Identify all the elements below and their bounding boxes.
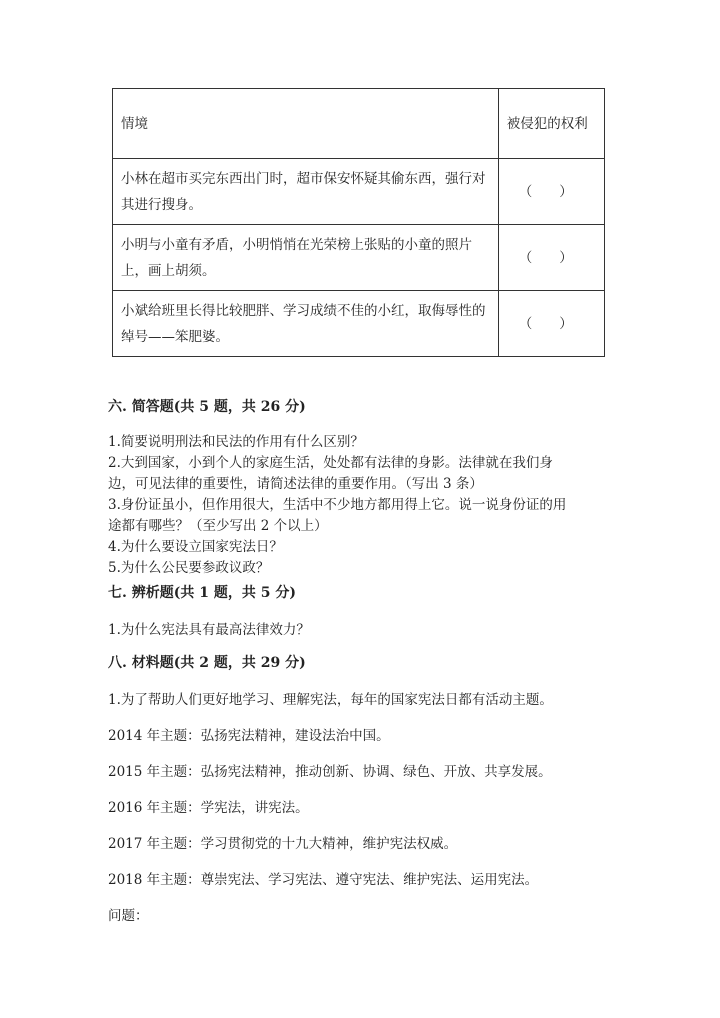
- answer-blank: （ ）: [518, 315, 573, 332]
- theme-line: 2015 年主题：弘扬宪法精神，推动创新、协调、绿色、开放、共享发展。: [108, 764, 552, 780]
- header-rights: 被侵犯的权利: [498, 89, 604, 159]
- question-line: 2.大到国家，小到个人的家庭生活，处处都有法律的身影。法律就在我们身: [108, 455, 553, 471]
- question-line: 边，可见法律的重要性，请简述法律的重要作用。（写出 3 条）: [108, 476, 483, 492]
- answer-cell[interactable]: [498, 291, 604, 357]
- question-label: 问题：: [108, 908, 149, 924]
- table-header-row: [113, 89, 605, 159]
- question-line: 1.简要说明刑法和民法的作用有什么区别？: [108, 434, 364, 450]
- table-row: [113, 225, 605, 291]
- answer-cell[interactable]: [498, 159, 604, 225]
- question-line: 途都有哪些？（至少写出 2 个以上）: [108, 518, 328, 534]
- theme-line: 2018 年主题：尊崇宪法、学习宪法、遵守宪法、维护宪法、运用宪法。: [108, 872, 539, 888]
- header-situation: 情境: [113, 89, 499, 159]
- theme-line: 2014 年主题：弘扬宪法精神，建设法治中国。: [108, 728, 390, 744]
- section-7-title: 七. 辨析题(共 1 题，共 5 分): [108, 585, 296, 601]
- theme-line: 2017 年主题：学习贯彻党的十九大精神，维护宪法权威。: [108, 836, 458, 852]
- theme-line: 2016 年主题：学宪法，讲宪法。: [108, 800, 309, 816]
- question-line: 4.为什么要设立国家宪法日？: [108, 539, 283, 555]
- situation-cell: 小林在超市买完东西出门时，超市保安怀疑其偷东西，强行对其进行搜身。: [113, 159, 499, 225]
- section-6-title: 六. 简答题(共 5 题，共 26 分): [108, 399, 306, 415]
- question-line: 3.身份证虽小，但作用很大，生活中不少地方都用得上它。说一说身份证的用: [108, 497, 567, 513]
- table-row: [113, 159, 605, 225]
- answer-cell[interactable]: [498, 225, 604, 291]
- rights-table: [112, 88, 605, 357]
- question-line: 1.为什么宪法具有最高法律效力？: [108, 622, 310, 638]
- situation-cell: 小斌给班里长得比较肥胖、学习成绩不佳的小红，取侮辱性的绰号——笨肥婆。: [113, 291, 499, 357]
- table-row: [113, 291, 605, 357]
- answer-blank: （ ）: [518, 183, 573, 200]
- question-line: 5.为什么公民要参政议政？: [108, 560, 270, 576]
- answer-blank: （ ）: [518, 249, 573, 266]
- situation-cell: 小明与小童有矛盾，小明悄悄在光荣榜上张贴的小童的照片上，画上胡须。: [113, 225, 499, 291]
- section-8-title: 八. 材料题(共 2 题，共 29 分): [108, 655, 306, 671]
- material-intro: 1.为了帮助人们更好地学习、理解宪法，每年的国家宪法日都有活动主题。: [108, 692, 553, 708]
